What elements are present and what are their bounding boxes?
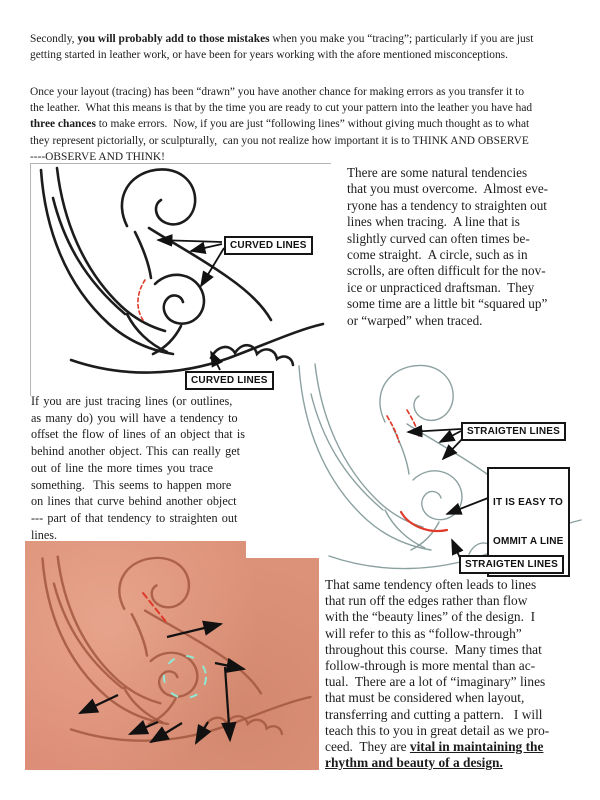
text-line <box>31 410 245 427</box>
text-run: will refer to this as “follow-through” <box>325 625 522 641</box>
annotation-arrow <box>215 663 244 669</box>
trace-guide-dashes <box>164 656 206 698</box>
text-run: ryone has a tendency to straighten out <box>347 197 547 213</box>
text-run: when you make you “tracing”; particularly if you are just <box>269 33 534 45</box>
text-run: something. This seems to happen more <box>31 477 232 492</box>
text-run: --- part of that tendency to straighten out <box>31 510 238 525</box>
text-line <box>347 313 548 329</box>
text-line <box>30 84 590 100</box>
text-line <box>325 707 549 723</box>
column-follow-through <box>325 577 549 771</box>
text-run: scrolls, are often difficult for the nov- <box>347 263 546 279</box>
text-line <box>31 443 245 460</box>
text-line <box>347 263 548 279</box>
text-line <box>31 527 245 544</box>
text-line <box>30 149 590 165</box>
text-run: There are some natural tendencies <box>347 165 528 180</box>
text-line <box>325 723 549 739</box>
column-tracing-offset <box>31 393 245 543</box>
callout-text-line: OMMIT A LINE <box>493 536 564 547</box>
text-run: throughout this course. Many times that <box>325 641 542 657</box>
text-run: with the “beauty lines” of the design. I <box>325 609 536 625</box>
text-line <box>347 247 548 263</box>
text-run: ice or unpracticed draftsman. They <box>347 279 535 295</box>
text-run: getting started in leather work, or have been for years working with the afore mentioned misconceptions. <box>30 49 508 62</box>
text-run: If you are just tracing lines (or outlines, <box>31 394 233 408</box>
text-line <box>30 47 590 63</box>
text-run: slightly curved can often times be- <box>347 230 530 246</box>
text-line <box>325 674 549 690</box>
text-line <box>30 100 590 116</box>
annotation-arrow <box>225 667 230 740</box>
text-run: That same tendency often leads to lines <box>325 577 537 592</box>
text-run: rhythm and beauty of a design. <box>325 755 503 771</box>
text-run: to make errors. Now, if you are just “following lines” without giving much thought as to what <box>95 118 530 131</box>
text-run: out of line the more times you trace <box>31 460 214 475</box>
text-line <box>347 181 548 197</box>
text-line <box>31 460 245 477</box>
callout-text-line: IT IS EASY TO <box>493 497 564 508</box>
text-run: you will probably add to those mistakes <box>77 33 270 45</box>
carved-pattern-overlay <box>25 541 319 770</box>
text-run: follow-through is more mental than ac- <box>325 658 536 674</box>
text-line <box>347 280 548 296</box>
text-run: on lines that curve behind another object <box>31 494 237 509</box>
text-line <box>325 593 549 609</box>
text-run: Once your layout (tracing) has been “drawn” you have another chance for making errors as you transfer it to <box>30 86 525 98</box>
text-run: as many do) you will have a tendency to <box>31 410 238 425</box>
text-line <box>347 296 548 312</box>
text-run: the leather. What this means is that by the time you are ready to cut your pattern into the leather you have had <box>30 102 533 115</box>
text-run: that you must overcome. Almost eve- <box>347 181 549 197</box>
annotation-arrow <box>130 722 158 734</box>
text-run: behind another object. This can really get <box>31 444 241 459</box>
text-run: vital in maintaining the <box>409 739 544 755</box>
text-run: teach this to you in great detail as we pro- <box>325 722 550 738</box>
text-line <box>347 165 548 181</box>
text-run: come straight. A circle, such as in <box>347 247 528 263</box>
text-run: ceed. They are <box>325 739 410 755</box>
text-line <box>347 198 548 214</box>
text-run: they represent pictorially, or sculpturally, can you not realize how important it is to THINK AND OBSERVE <box>30 134 529 147</box>
annotation-arrow <box>167 624 221 637</box>
leather-carving-photo <box>25 541 319 770</box>
text-line <box>325 658 549 674</box>
text-line <box>325 755 549 771</box>
column-natural-tendencies <box>347 165 548 329</box>
text-run: that must be considered when layout, <box>325 690 525 706</box>
callout-curved-lines-top: CURVED LINES <box>224 236 313 255</box>
text-run: that run off the edges rather than flow <box>325 593 528 609</box>
text-line <box>31 426 245 443</box>
text-run: ----OBSERVE AND THINK! <box>30 150 165 163</box>
paragraph-secondly <box>30 31 590 63</box>
text-run: some time are a little bit “squared up” <box>347 296 548 312</box>
callout-straighten-lines-bottom: STRAIGTEN LINES <box>459 555 564 574</box>
text-run: lines. <box>31 527 58 542</box>
text-line <box>325 739 549 755</box>
text-line <box>325 577 549 593</box>
text-line <box>30 133 590 149</box>
text-line <box>30 31 590 47</box>
text-line <box>347 214 548 230</box>
text-run: or “warped” when traced. <box>347 312 483 328</box>
photo-corner-notch <box>246 541 319 558</box>
text-line <box>325 690 549 706</box>
annotation-arrow <box>80 695 118 713</box>
paragraph-once-your-layout <box>30 84 590 165</box>
text-line <box>31 493 245 510</box>
text-line <box>347 231 548 247</box>
text-run: Secondly, <box>30 33 78 45</box>
text-line <box>325 609 549 625</box>
text-line <box>31 510 245 527</box>
text-line <box>325 642 549 658</box>
text-run: lines when tracing. A line that is <box>347 214 520 230</box>
text-run: offset the flow of lines of an object that is <box>31 427 245 442</box>
text-run: three chances <box>30 118 96 131</box>
text-run: tual. There are a lot of “imaginary” lines <box>325 674 546 690</box>
text-line <box>31 477 245 494</box>
text-run: transferring and cutting a pattern. I will <box>325 706 543 722</box>
text-line <box>30 116 590 132</box>
text-line <box>31 393 245 410</box>
callout-curved-lines-bottom: CURVED LINES <box>185 371 274 390</box>
callout-straighten-lines-top: STRAIGTEN LINES <box>461 422 566 441</box>
text-line <box>325 626 549 642</box>
